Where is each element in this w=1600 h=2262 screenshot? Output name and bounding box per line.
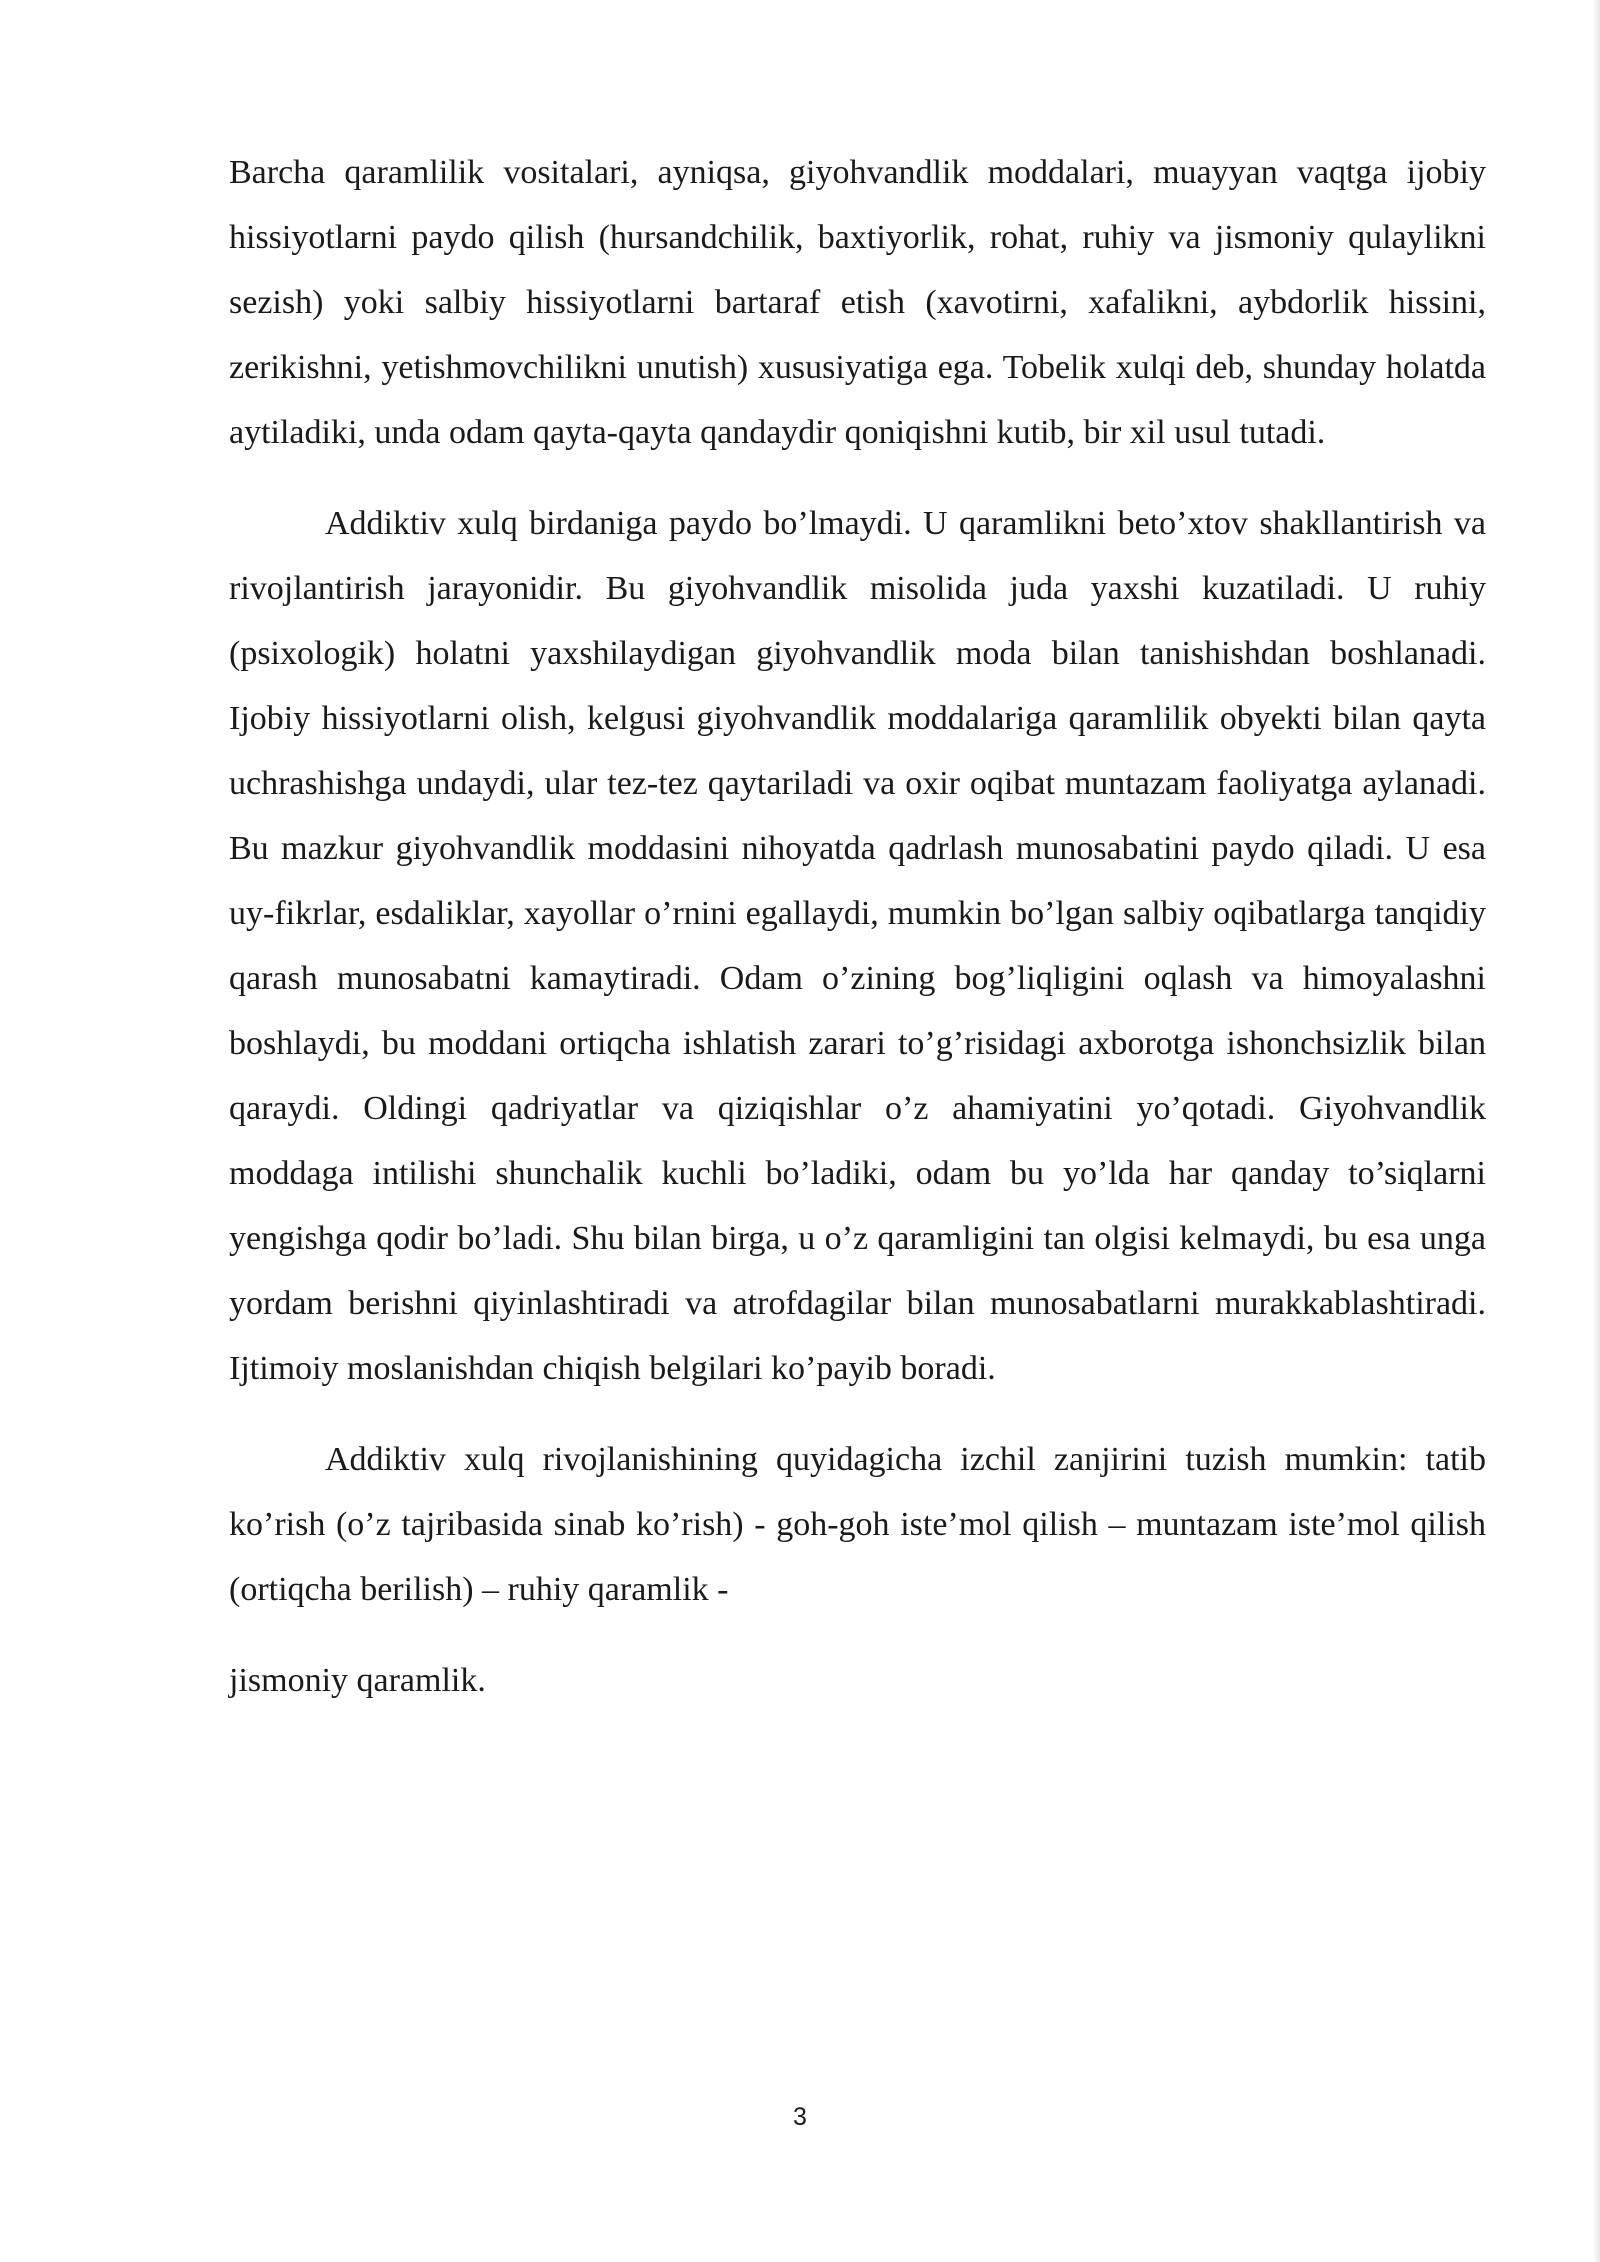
document-body xyxy=(229,140,1486,1713)
page-edge-shadow xyxy=(1592,0,1600,2262)
paragraph-spacer xyxy=(229,465,1486,491)
paragraph-2: Addiktiv xulq birdaniga paydo bo’lmaydi. U qaramlikni beto’xtov shakllantirish va rivojlantirish jarayonidir. Bu giyohvandlik misolida juda yaxshi kuzatiladi. U ruhiy (psixologik) holatni yaxshilaydigan giyohvandlik moda bilan tanishishdan boshlanadi. Ijobiy hissiyotlarni olish, kelgusi giyohvandlik moddalariga qaramlilik obyekti bilan qayta uchrashishga undaydi, ular tez-tez qaytariladi va oxir oqibat muntazam faoliyatga aylanadi. Bu mazkur giyohvandlik moddasini nihoyatda qadrlash munosabatini paydo qiladi. U esa uy-fikrlar, esdaliklar, xayollar o’rnini egallaydi, mumkin bo’lgan salbiy oqibatlarga tanqidiy qarash munosabatni kamaytiradi. Odam o’zining bog’liqligini oqlash va himoyalashni boshlaydi, bu moddani ortiqcha ishlatish zarari to’g’risidagi axborotga ishonchsizlik bilan qaraydi. Oldingi qadriyatlar va qiziqishlar o’z ahamiyatini yo’qotadi. Giyohvandlik moddaga intilishi shunchalik kuchli bo’ladiki, odam bu yo’lda har qanday to’siqlarni yengishga qodir bo’ladi. Shu bilan birga, u o’z qaramligini tan olgisi kelmaydi, bu esa unga yordam berishni qiyinlashtiradi va atrofdagilar bilan munosabatlarni murakkablashtiradi. Ijtimoiy moslanishdan chiqish belgilari ko’payib boradi. xyxy=(229,505,1486,1387)
paragraph-1: Barcha qaramlilik vositalari, ayniqsa, giyohvandlik moddalari, muayyan vaqtga ijobiy hissiyotlarni paydo qilish (hursandchilik, baxtiyorlik, rohat, ruhiy va jismoniy qulaylikni sezish) yoki salbiy hissiyotlarni bartaraf etish (xavotirni, xafalikni, aybdorlik hissini, zerikishni, yetishmovchilikni unutish) xususiyatiga ega. Tobelik xulqi deb, shunday holatda aytiladiki, unda odam qayta-qayta qandaydir qoniqishni kutib, bir xil usul tutadi. xyxy=(229,154,1486,451)
paragraph-3: Addiktiv xulq rivojlanishining quyidagicha izchil zanjirini tuzish mumkin: tatib ko’rish (o’z tajribasida sinab ko’rish) - goh-goh iste’mol qilish – muntazam iste’mol qilish (ortiqcha berilish) – ruhiy qaramlik - xyxy=(229,1441,1486,1608)
paragraph-spacer xyxy=(229,1622,1486,1648)
paragraph-4: jismoniy qaramlik. xyxy=(229,1662,486,1699)
page-number: 3 xyxy=(793,2103,807,2131)
paragraph-spacer xyxy=(229,1401,1486,1427)
